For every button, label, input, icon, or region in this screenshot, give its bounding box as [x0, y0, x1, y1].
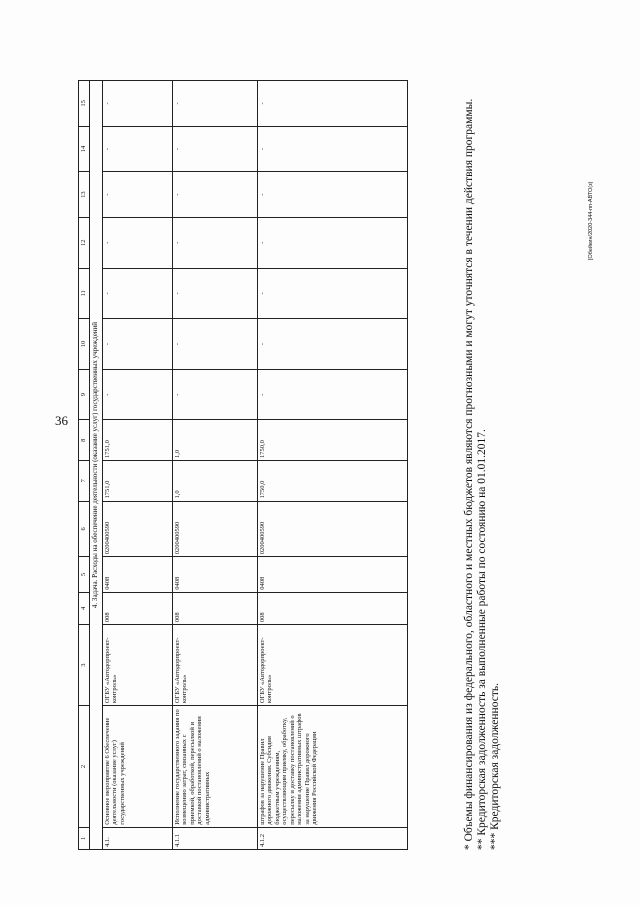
cell: 4.1.2 [257, 827, 407, 849]
cell: - [172, 217, 257, 268]
cell: 0200400590 [257, 501, 407, 557]
cell: 0200400590 [102, 501, 172, 557]
cell: Основное мероприятие 6 Обеспечение деятельности (оказание услуг) государственных учреждений [102, 706, 172, 828]
col-header: 13 [79, 172, 90, 218]
col-header: 10 [79, 319, 90, 370]
cell: - [102, 319, 172, 370]
cell: - [102, 126, 172, 172]
cell: - [257, 81, 407, 127]
cell: - [102, 81, 172, 127]
cell: - [172, 268, 257, 319]
table-row [102, 81, 172, 850]
cell: 1,0 [172, 461, 257, 502]
col-header: 7 [79, 461, 90, 502]
cell: - [172, 369, 257, 420]
col-header: 6 [79, 501, 90, 557]
cell: ОГБУ «Автодорпроект-контроль» [172, 625, 257, 706]
cell: Исполнение государственного задания по возмещению затрат, связанных с приемкой, обработкой, пересылкой и доставкой постановлений о наложении административных [172, 706, 257, 828]
cell: - [102, 268, 172, 319]
task-row [90, 81, 103, 850]
col-header: 2 [79, 706, 90, 828]
footnote: * Объемы финансирования из федерального, областного и местных бюджетов являются прогнозными и могут уточнятся в течении действия программы. [463, 98, 475, 850]
cell: 0408 [172, 557, 257, 592]
cell: 0200400590 [172, 501, 257, 557]
cell: - [172, 319, 257, 370]
col-header: 9 [79, 369, 90, 420]
col-header: 5 [79, 557, 90, 592]
cell: 1,0 [172, 420, 257, 461]
footnotes [463, 70, 502, 850]
cell: - [257, 126, 407, 172]
cell: ОГБУ «Автодорпроект-контроль» [257, 625, 407, 706]
document-stamp: [Обейкин/2020-344-пп-АВТО(з) [588, 181, 594, 260]
cell: 0408 [102, 557, 172, 592]
table-row [172, 81, 257, 850]
cell: - [257, 172, 407, 218]
page-number: 36 [55, 413, 68, 428]
col-header: 1 [79, 827, 90, 849]
cell: 4.1. [102, 827, 172, 849]
col-header: 12 [79, 217, 90, 268]
rotated-content [78, 60, 594, 850]
header-row [79, 81, 90, 850]
col-header: 14 [79, 126, 90, 172]
cell: 4.1.1 [172, 827, 257, 849]
cell: ОГБУ «Автодорпроект-контроль» [102, 625, 172, 706]
col-header: 11 [79, 268, 90, 319]
budget-table [78, 80, 408, 850]
col-header: 15 [79, 81, 90, 127]
cell: штрафов за нарушение Правил дорожного движения. Субсидия бюджетным учреждениям, осуществляющим приемку, обработку, пересылку и доставку постановлений о наложении административных штрафов за нарушение Правил дорожного движения Российской Федерации [257, 706, 407, 828]
cell: - [172, 172, 257, 218]
cell: - [257, 268, 407, 319]
cell: 1750,0 [257, 420, 407, 461]
cell: 008 [257, 592, 407, 624]
cell: 008 [102, 592, 172, 624]
footnote: *** Кредиторская задолженность. [489, 683, 501, 850]
footnote: ** Кредиторская задолженность за выполненные работы по состоянию на 01.01.2017. [476, 429, 488, 850]
col-header: 3 [79, 625, 90, 706]
cell: 1750,0 [257, 461, 407, 502]
col-header: 8 [79, 420, 90, 461]
cell: - [102, 172, 172, 218]
cell: - [102, 217, 172, 268]
col-header: 4 [79, 592, 90, 624]
cell: - [172, 126, 257, 172]
cell: - [257, 319, 407, 370]
cell: 1751,0 [102, 461, 172, 502]
cell: 008 [172, 592, 257, 624]
cell: - [257, 369, 407, 420]
cell: 0408 [257, 557, 407, 592]
cell: 1751,0 [102, 420, 172, 461]
task-heading: 4. Задача. Расходы на обеспечение деятельности (оказание услуг) государственных учреждений [90, 81, 103, 850]
table-row [257, 81, 407, 850]
cell: - [102, 369, 172, 420]
cell: - [257, 217, 407, 268]
cell: - [172, 81, 257, 127]
